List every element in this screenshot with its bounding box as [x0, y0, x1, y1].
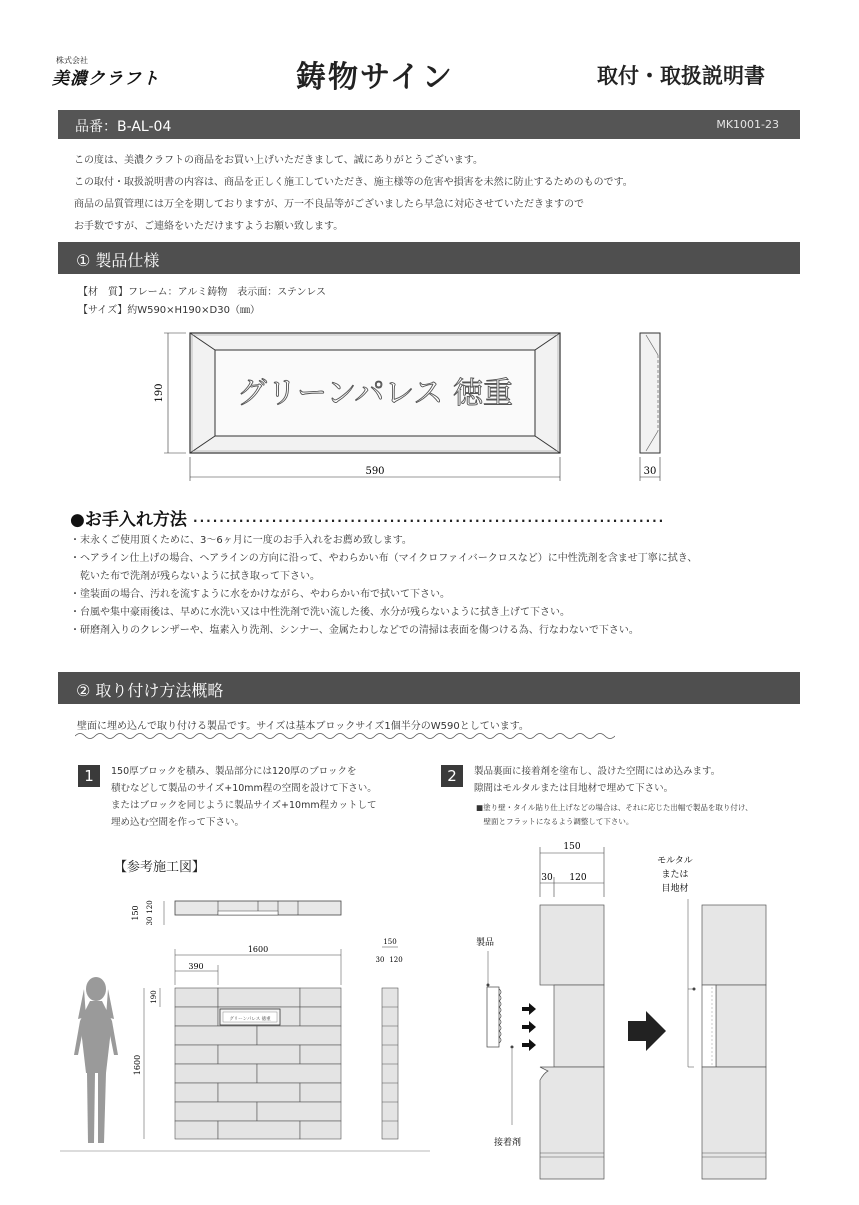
- step-2-text: [474, 763, 720, 797]
- step-2-number: 2: [441, 765, 463, 787]
- step-1-text: [111, 763, 377, 831]
- list-item: ・研磨剤入りのクレンザーや、塩素入り洗剤、シンナー、金属たわしなどでの清掃は表面を傷つける為、行なわないで下さい。: [70, 625, 639, 636]
- intro-line: この取付・取扱説明書の内容は、商品を正しく施工していただき、施主様等の危害や損害を未然に防止するためのものです。: [74, 177, 633, 188]
- label-mortar: モルタル: [657, 856, 693, 866]
- company-logo: 美濃クラフト: [52, 69, 160, 89]
- spec-size: 【サイズ】約W590×H190×D30（㎜）: [78, 305, 260, 316]
- intro-line: お手数ですが、ご連絡をいただけますようお願い致します。: [74, 221, 344, 232]
- label-product: 製品: [476, 938, 495, 948]
- label-1600-height: 1600: [133, 1054, 142, 1076]
- company-small-label: 株式会社: [56, 56, 88, 65]
- list-item: 乾いた布で洗剤が残らないように拭き取って下さい。: [70, 571, 320, 582]
- step-1-line: またはブロックを同じように製品サイズ+10mm程カットして: [111, 800, 377, 811]
- product-drawing: [150, 325, 680, 485]
- arrow-right-icon: [522, 1021, 536, 1033]
- label-install-30: 30: [541, 873, 553, 883]
- label-1600-width: 1600: [247, 945, 269, 954]
- section-title: ① 製品仕様: [76, 251, 160, 270]
- step-2-note: [476, 801, 753, 829]
- step-2-line: 隙間はモルタルまたは目地材で埋めて下さい。: [474, 783, 674, 794]
- arrow-right-icon: [522, 1003, 536, 1015]
- reference-label: 【参考施工図】: [114, 860, 206, 875]
- label-390: 390: [188, 962, 204, 971]
- reference-diagram: [60, 885, 440, 1165]
- label-side-120: 120: [389, 956, 403, 964]
- step-2-line: 製品裏面に接着剤を塗布し、設けた空間にはめ込みます。: [474, 766, 721, 777]
- spec-text: [78, 284, 326, 320]
- intro-text: [74, 150, 633, 238]
- label-install-150: 150: [563, 842, 581, 852]
- step-1-line: 埋め込む空間を作って下さい。: [111, 817, 245, 828]
- spec-material: 【材 質】フレーム：アルミ鋳物 表示面：ステンレス: [78, 287, 326, 298]
- install-summary: 壁面に埋め込んで取り付ける製品です。サイズは基本ブロックサイズ1個半分のW590としています。: [77, 721, 529, 732]
- care-title: ●お手入れ方法: [70, 510, 187, 530]
- small-sign-text: グリーンパレス 徳重: [229, 1017, 271, 1022]
- section-bar-install: [58, 672, 800, 704]
- label-install-120: 120: [569, 873, 587, 883]
- list-item: ・ヘアライン仕上げの場合、ヘアラインの方向に沿って、やわらかい布（マイクロファイバークロスなど）に中性洗剤を含ませ丁寧に拭き、: [70, 553, 698, 564]
- step-2-note-line: 壁面とフラットになるよう調整して下さい。: [476, 817, 634, 826]
- step-1-number: 1: [78, 765, 100, 787]
- person-silhouette-icon: [74, 977, 118, 1143]
- document-code: MK1001-23: [716, 118, 779, 131]
- care-heading: [70, 505, 665, 530]
- list-item: ・台風や集中豪雨後は、早めに水洗い又は中性洗剤で洗い流した後、水分が残らないように拭き上げて下さい。: [70, 607, 570, 618]
- dim-width: 590: [365, 466, 385, 477]
- document-subtitle: 取付・取扱説明書: [597, 64, 765, 88]
- dim-depth: 30: [643, 466, 657, 477]
- care-list: [70, 532, 697, 640]
- arrow-right-icon: [522, 1039, 536, 1051]
- label-190: 190: [150, 990, 158, 1004]
- sign-text: グリーンパレス 徳重: [237, 376, 513, 411]
- product-number: 品番：B-AL-04: [75, 119, 172, 135]
- step-1-line: 積むなどして製品のサイズ+10mm程の空間を設けて下さい。: [111, 783, 377, 794]
- label-side-150: 150: [383, 938, 397, 946]
- label-plan-30: 30: [146, 916, 154, 926]
- dim-height: 190: [154, 383, 165, 403]
- wavy-underline: [75, 731, 615, 741]
- section-bar-spec: [58, 242, 800, 274]
- label-adhesive: 接着剤: [494, 1138, 522, 1148]
- label-plan-120: 120: [146, 900, 154, 914]
- sign-side-view: [640, 333, 660, 453]
- intro-line: 商品の品質管理には万全を期しておりますが、万一不良品等がございましたら早急に対応させていただきますので: [74, 199, 584, 210]
- label-joint-material: 目地材: [661, 884, 689, 894]
- model-bar: [58, 110, 800, 139]
- step-2-note-line: ■塗り壁・タイル貼り仕上げなどの場合は、それに応じた出幅で製品を取り付け、: [476, 803, 753, 812]
- step-1-line: 150厚ブロックを積み、製品部分には120厚のブロックを: [111, 766, 357, 777]
- label-plan-150: 150: [131, 905, 140, 921]
- intro-line: この度は、美濃クラフトの商品をお買い上げいただきまして、誠にありがとうございます。: [74, 155, 483, 166]
- install-diagram: [470, 835, 790, 1185]
- list-item: ・末永くご使用頂くために、3～6ヶ月に一度のお手入れをお薦め致します。: [70, 535, 412, 546]
- document-title: 鋳物サイン: [296, 60, 454, 95]
- label-side-30: 30: [375, 956, 385, 964]
- big-arrow-right-icon: [628, 1011, 666, 1051]
- dotted-leader: ········································································: [186, 514, 666, 528]
- list-item: ・塗装面の場合、汚れを流すように水をかけながら、やわらかい布で拭いて下さい。: [70, 589, 450, 600]
- section-title: ② 取り付け方法概略: [76, 681, 224, 700]
- label-or: または: [661, 870, 689, 880]
